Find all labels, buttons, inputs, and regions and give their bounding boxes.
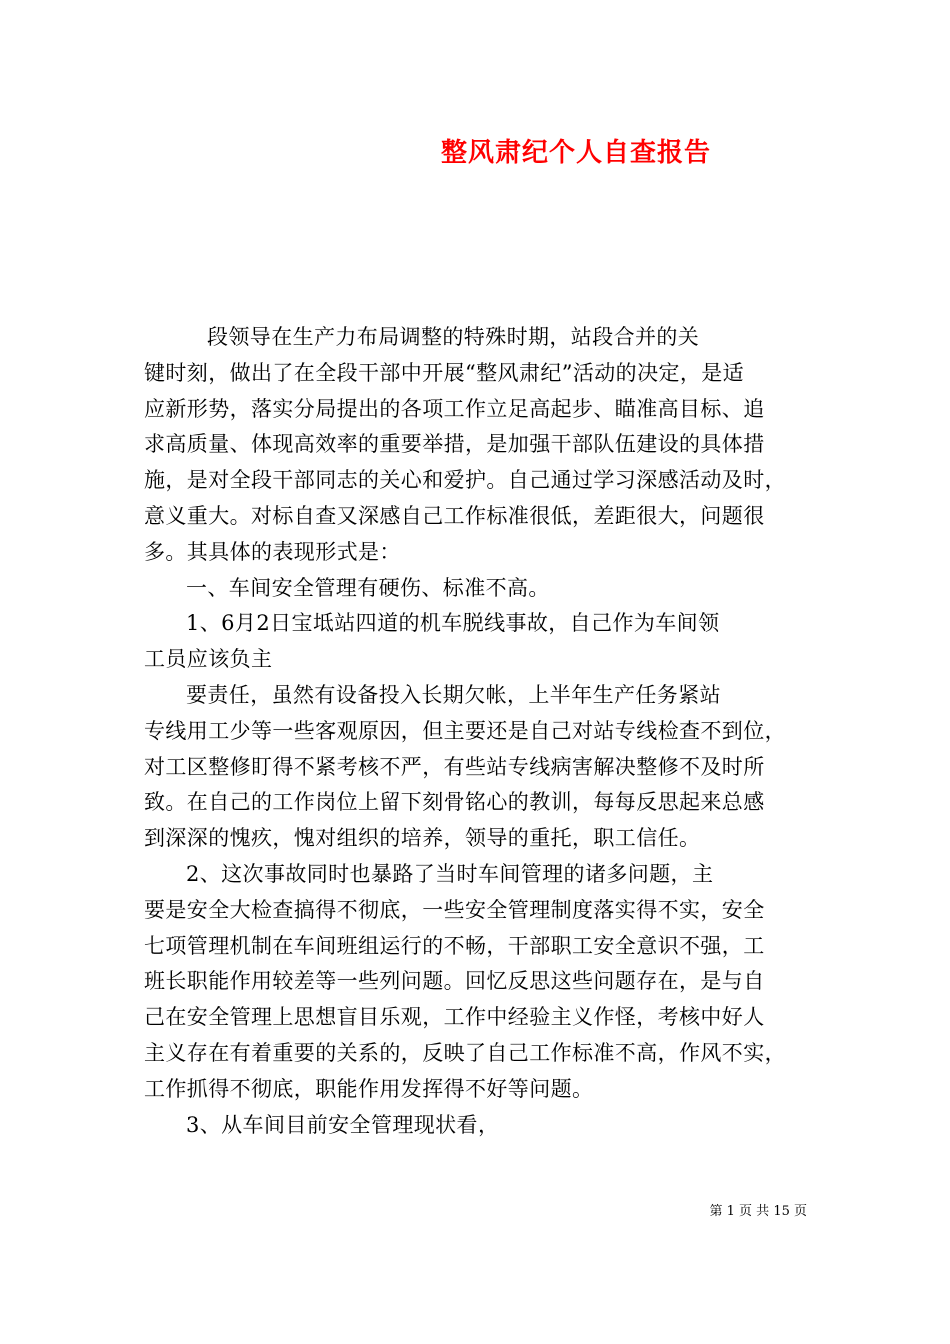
body-line: 求高质量、体现高效率的重要举措，是加强干部队伍建设的具体措 [144,432,765,457]
body-line: 专线用工少等一些客观原因，但主要还是自己对站专线检查不到位， [144,718,786,743]
document-title: 整风肃纪个人自查报告 [440,138,711,168]
body-line: 3、从车间目前安全管理现状看， [186,1112,500,1137]
body-line: 段领导在生产力布局调整的特殊时期，站段合并的关 [207,325,700,349]
body-line: 工员应该负主 [144,647,273,672]
body-line: 致。在自己的工作岗位上留下刻骨铭心的教训，每每反思起来总感 [144,790,765,815]
body-line: 工作抓得不彻底，职能作用发挥得不好等问题。 [144,1076,594,1101]
body-line: 七项管理机制在车间班组运行的不畅，干部职工安全意识不强，工 [144,933,765,958]
body-line: 到深深的愧疚，愧对组织的培养，领导的重托，职工信任。 [144,826,701,851]
body-line: 1、6月2日宝坻站四道的机车脱线事故，自己作为车间领 [186,611,720,636]
body-line: 多。其具体的表现形式是： [144,539,401,564]
document-body [144,320,809,1143]
body-line: 2、这次事故同时也暴路了当时车间管理的诸多问题，主 [186,861,714,886]
body-line: 键时刻，做出了在全段干部中开展“整风肃纪”活动的决定，是适 [144,360,745,385]
body-line: 要是安全大检查搞得不彻底，一些安全管理制度落实得不实，安全 [144,897,765,922]
body-line: 意义重大。对标自查又深感自己工作标准很低，差距很大，问题很 [144,503,765,528]
page-number: 第 1 页 共 15 页 [709,1204,807,1219]
body-line: 要责任，虽然有设备投入长期欠帐，上半年生产任务紧站 [186,682,721,707]
body-line: 一、车间安全管理有硬伤、标准不高。 [186,575,550,600]
body-line: 对工区整修盯得不紧考核不严，有些站专线病害解决整修不及时所 [144,754,765,779]
body-line: 主义存在有着重要的关系的，反映了自己工作标准不高，作风不实， [144,1040,786,1065]
body-line: 班长职能作用较差等一些列问题。回忆反思这些问题存在，是与自 [144,969,765,994]
body-line: 施，是对全段干部同志的关心和爱护。自己通过学习深感活动及时， [144,468,786,493]
body-line: 己在安全管理上思想盲目乐观，工作中经验主义作怪，考核中好人 [144,1005,765,1030]
body-line: 应新形势，落实分局提出的各项工作立足高起步、瞄准高目标、追 [144,396,765,421]
